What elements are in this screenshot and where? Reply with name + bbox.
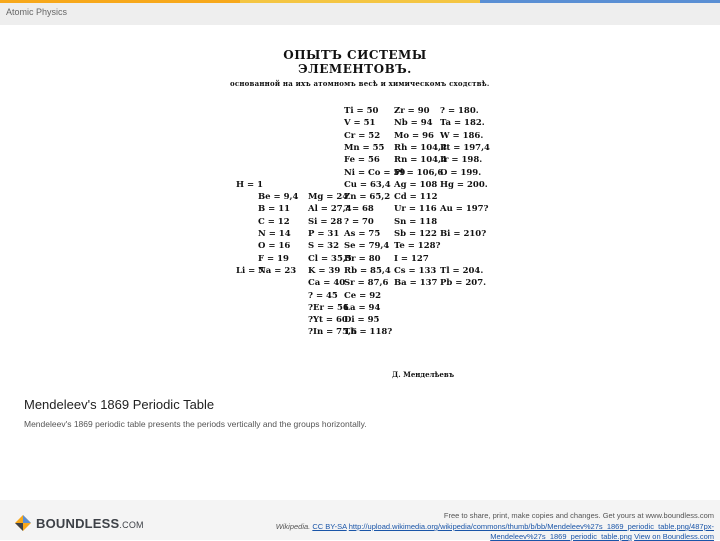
element-entry: ? = 68 [344, 204, 374, 215]
element-entry: Mo = 96 [394, 130, 434, 141]
element-entry: Te = 128? [394, 241, 441, 252]
caption-title: Mendeleev's 1869 Periodic Table [24, 397, 215, 412]
element-entry: Bi = 210? [440, 229, 487, 239]
element-entry: Cd = 112 [394, 192, 438, 203]
element-entry: La = 94 [344, 302, 381, 313]
element-entry: O = 199. [440, 167, 482, 178]
element-entry: Ba = 137 [394, 278, 438, 289]
element-entry: B = 11 [258, 204, 291, 215]
element-entry: Nb = 94 [394, 118, 433, 129]
element-entry: C = 12 [258, 216, 290, 227]
element-entry: Br = 80 [344, 253, 381, 264]
element-entry: As = 75 [344, 229, 381, 239]
element-entry: Rh = 104,4 [394, 142, 447, 153]
element-entry: Th = 118? [344, 327, 393, 338]
element-entry: Ce = 92 [344, 290, 382, 301]
element-entry: Zr = 90 [394, 106, 430, 116]
element-entry: Ag = 108 [394, 179, 438, 190]
source-url-link-cont[interactable]: Mendeleev%27s_1869_periodic_table.png [490, 532, 632, 541]
element-entry: I = 127 [394, 253, 429, 264]
element-entry: Tl = 204. [440, 265, 484, 276]
document-title: ОПЫТЪ СИСТЕМЫ ЭЛЕМЕНТОВЪ. [283, 48, 427, 76]
element-entry: K = 39 [308, 265, 341, 276]
element-entry: ? = 45 [308, 290, 338, 301]
element-entry: Pl = 106,6 [394, 167, 444, 178]
element-entry: Ca = 40 [308, 278, 346, 289]
element-entry: Ir = 198. [440, 155, 483, 166]
element-entry: Ur = 116 [394, 204, 437, 215]
element-entry: ? = 180. [440, 106, 479, 116]
element-entry: Se = 79,4 [344, 241, 390, 252]
source-line [276, 522, 714, 531]
source-url-link[interactable]: http://upload.wikimedia.org/wikipedia/commons/thumb/b/bb/Mendeleev%27s_1869_periodic_table.png/487px- [348, 522, 714, 531]
element-entry: S = 32 [308, 241, 340, 252]
element-entry: Zn = 65,2 [344, 192, 391, 203]
element-entry: Si = 28 [308, 216, 343, 227]
element-entry: Na = 23 [258, 265, 297, 276]
element-entry: Cl = 35,5 [308, 253, 352, 264]
element-entry: P = 31 [308, 229, 340, 239]
element-entry: Li = 7 [236, 265, 265, 276]
brand-name: BOUNDLESS.COM [36, 515, 144, 531]
mendeleev-table-image [222, 48, 502, 388]
element-entry: V = 51 [344, 118, 376, 129]
boundless-logo[interactable] [14, 514, 144, 532]
source-label: Wikipedia. [275, 522, 311, 531]
element-entry: Hg = 200. [440, 179, 488, 190]
element-entry: Ni = Co = 59 [344, 167, 406, 178]
element-entry: H = 1 [236, 179, 263, 190]
element-entry: Mn = 55 [344, 142, 385, 153]
course-title: Atomic Physics [6, 7, 68, 17]
license-notice: Free to share, print, make copies and changes. Get yours at www.boundless.com [443, 511, 714, 520]
element-entry: Sr = 87,6 [344, 278, 389, 289]
slide-header [0, 3, 720, 25]
element-entry: Sb = 122 [394, 229, 437, 239]
element-entry: Ta = 182. [440, 118, 485, 129]
element-entry: W = 186. [440, 130, 484, 141]
view-on-boundless-link[interactable]: View on Boundless.com [634, 532, 714, 541]
document-subtitle: основанной на ихъ атомномъ весѣ и химическомъ сходствѣ. [230, 79, 490, 88]
element-entry: Cs = 133 [394, 265, 437, 276]
element-entry: Be = 9,4 [258, 192, 299, 203]
element-entry: Mg = 24 [308, 192, 349, 203]
element-entry: Cu = 63,4 [344, 179, 391, 190]
element-entry: ?In = 75,6 [308, 327, 357, 338]
element-entry: N = 14 [258, 229, 291, 239]
footer [0, 500, 720, 540]
element-entry: Pt = 197,4 [440, 142, 490, 153]
element-entry: Rn = 104,4 [394, 155, 447, 166]
element-entry: Rb = 85,4 [344, 265, 391, 276]
element-entry: Au = 197? [440, 204, 489, 215]
element-entry: Cr = 52 [344, 130, 381, 141]
element-entry: ? = 70 [344, 216, 374, 227]
boundless-logo-icon [14, 514, 32, 532]
element-entry: Pb = 207. [440, 278, 487, 289]
document-signature: Д. Менделѣевъ [392, 370, 455, 379]
license-link[interactable]: CC BY-SA [312, 522, 347, 531]
element-entry: O = 16 [258, 241, 291, 252]
element-entry: Sn = 118 [394, 216, 438, 227]
element-entry: ?Yt = 60 [308, 315, 348, 326]
element-entry: Fe = 56 [344, 155, 380, 166]
element-entry: Al = 27,4 [308, 204, 352, 215]
element-entry: ?Er = 56 [308, 302, 349, 313]
caption-text: Mendeleev's 1869 periodic table presents the periods vertically and the groups horizontally. [24, 419, 367, 429]
element-entry: Di = 95 [344, 315, 380, 326]
element-entry: Ti = 50 [344, 106, 379, 116]
element-entry: F = 19 [258, 253, 289, 264]
